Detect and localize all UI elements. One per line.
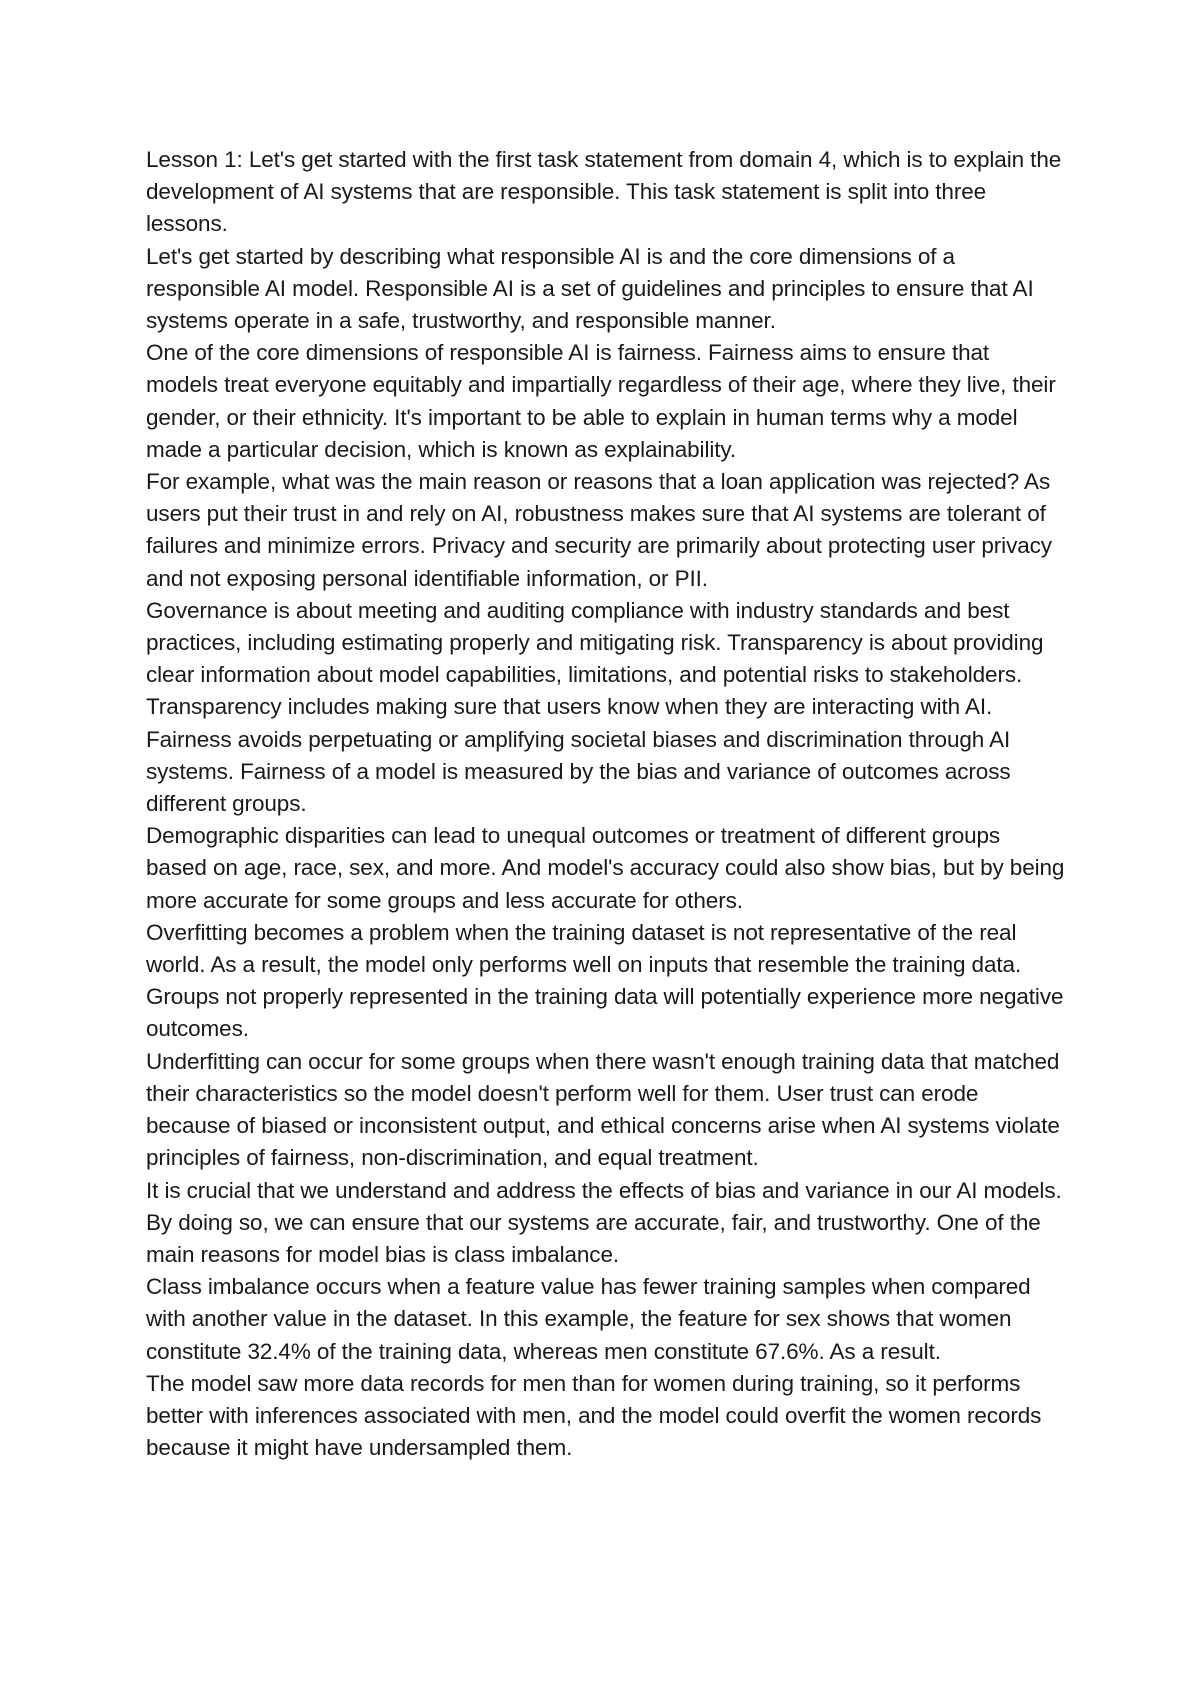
paragraph-demographic-disparities: Demographic disparities can lead to unequal outcomes or treatment of different groups based on age, race, sex, and more. And model's accuracy could also show bias, but by being more accurate for some groups and less accurate for others. [146, 823, 1065, 913]
paragraph-lesson-intro: Lesson 1: Let's get started with the first task statement from domain 4, which is to explain the development of AI systems that are responsible. This task statement is split into three lessons. [146, 147, 1062, 237]
paragraph-underfitting: Underfitting can occur for some groups when there wasn't enough training data that matched their characteristics so the model doesn't perform well for them. User trust can erode because of biased or inconsistent output, and ethical concerns arise when AI systems violate principles of fairness, non-discrimination, and equal treatment. [146, 1048, 1060, 1171]
paragraph-transparency-fairness: Transparency includes making sure that users know when they are interacting with AI. Fairness avoids perpetuating or amplifying societal biases and discrimination through AI systems. Fairness of a model is measured by the bias and variance of outcomes across different groups. [146, 694, 1011, 817]
paragraph-robustness-privacy: For example, what was the main reason or reasons that a loan application was rejected? As users put their trust in and rely on AI, robustness makes sure that AI systems are tolerant of failures and minimize errors. Privacy and security are primarily about protecting user privacy and not exposing personal identifiable information, or PII. [146, 469, 1052, 591]
paragraph-fairness-explainability: One of the core dimensions of responsible AI is fairness. Fairness aims to ensure that models treat everyone equitably and impartially regardless of their age, where they live, their gender, or their ethnicity. It's important to be able to explain in human terms why a model made a particular decision, which is known as explainability. [146, 340, 1056, 462]
paragraph-class-imbalance: Class imbalance occurs when a feature value has fewer training samples when compared with another value in the dataset. In this example, the feature for sex shows that women constitute 32.4% of the training data, whereas men constitute 67.6%. As a result. [146, 1274, 1031, 1364]
paragraph-overfitting: Overfitting becomes a problem when the training dataset is not representative of the real world. As a result, the model only performs well on inputs that resemble the training data. Groups not properly represented in the training data will potentially experience more negative outcomes. [146, 919, 1064, 1042]
paragraph-model-overfit-women: The model saw more data records for men than for women during training, so it performs better with inferences associated with men, and the model could overfit the women records because it might have undersampled them. [146, 1370, 1042, 1461]
paragraph-responsible-ai-definition: Let's get started by describing what responsible AI is and the core dimensions of a responsible AI model. Responsible AI is a set of guidelines and principles to ensure that AI systems operate in a safe, trustworthy, and responsible manner. [146, 243, 1034, 334]
document-body [146, 144, 1066, 1464]
paragraph-governance-transparency: Governance is about meeting and auditing compliance with industry standards and best practices, including estimating properly and mitigating risk. Transparency is about providing clear information about model capabilities, limitations, and potential risks to stakeholders. [146, 597, 1044, 688]
paragraph-bias-variance: It is crucial that we understand and address the effects of bias and variance in our AI models. By doing so, we can ensure that our systems are accurate, fair, and trustworthy. One of the main reasons for model bias is class imbalance. [146, 1177, 1062, 1267]
